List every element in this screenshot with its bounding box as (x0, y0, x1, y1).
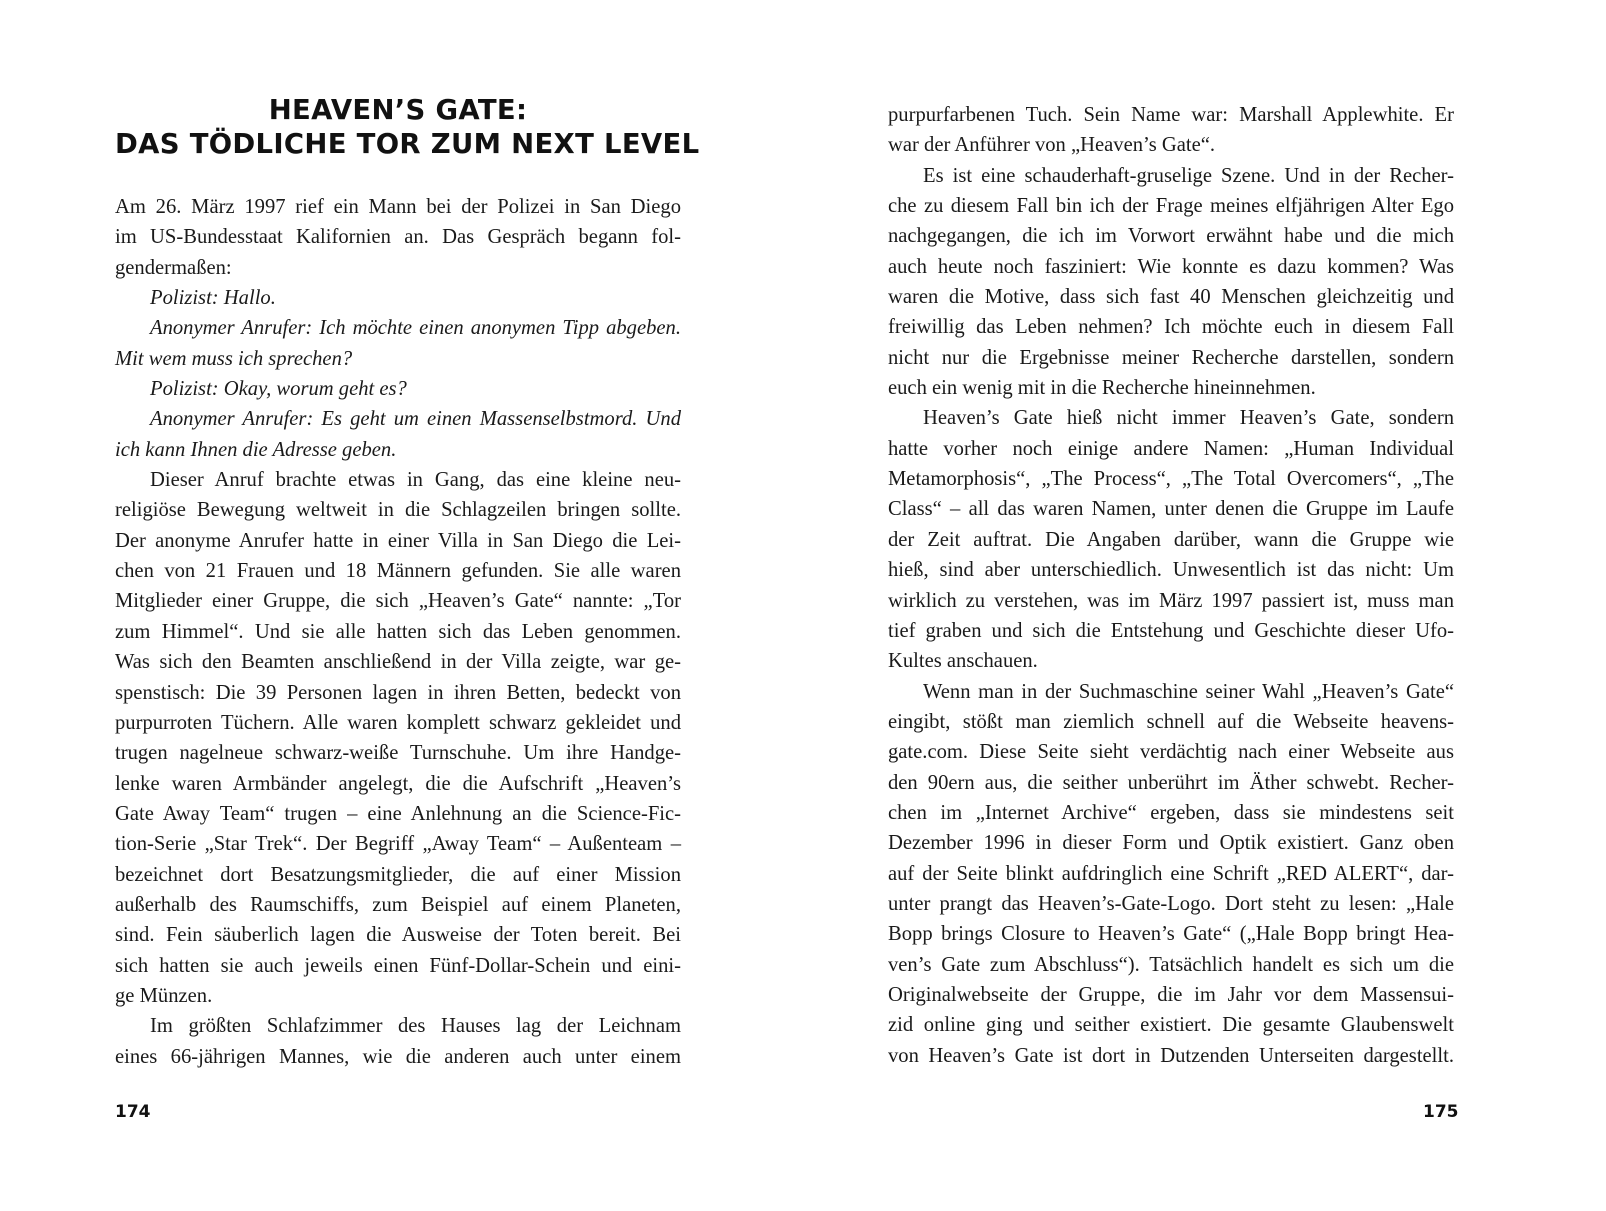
text-line: waren die Motive, dass sich fast 40 Menschen gleichzeitig und (888, 286, 1454, 309)
text-line: hatte vorher noch einige andere Namen: „Human Individual (888, 437, 1454, 460)
text-line: che zu diesem Fall bin ich der Frage meines elfjährigen Alter Ego (888, 195, 1454, 218)
text-line: sind. Fein säuberlich lagen die Ausweise der Toten bereit. Bei (115, 924, 681, 947)
text-line: wirklich zu verstehen, was im März 1997 passiert ist, muss man (888, 589, 1454, 612)
chapter-title-line: DAS TÖDLICHE TOR ZUM NEXT LEVEL (115, 128, 700, 160)
text-line: purpurfarbenen Tuch. Sein Name war: Marshall Applewhite. Er (888, 104, 1454, 126)
text-line: Mitglieder einer Gruppe, die sich „Heaven’s Gate“ nannte: „Tor (115, 590, 681, 613)
text-line: sich hatten sie auch jeweils einen Fünf-Dollar-Schein und eini- (115, 954, 681, 977)
text-line: Der anonyme Anrufer hatte in einer Villa in San Diego die Lei- (115, 529, 681, 552)
text-line: tion-Serie „Star Trek“. Der Begriff „Away Team“ – Außenteam – (115, 833, 681, 856)
text-line: Am 26. März 1997 rief ein Mann bei der Polizei in San Diego (115, 196, 681, 218)
text-line: Originalwebseite der Gruppe, die im Jahr vor dem Massensui- (888, 983, 1454, 1006)
text-line: Was sich den Beamten anschließend in der Villa zeigte, war ge- (115, 651, 681, 674)
text-line: ven’s Gate zum Abschluss“). Tatsächlich handelt es sich um die (888, 953, 1454, 976)
text-line: unter prangt das Heaven’s-Gate-Logo. Dort steht zu lesen: „Hale (888, 892, 1454, 915)
dialogue-line: Anonymer Anrufer: Es geht um einen Massenselbstmord. Und (150, 408, 681, 431)
text-line: gate.com. Diese Seite sieht verdächtig nach einer Webseite aus (888, 741, 1454, 764)
text-line: war der Anführer von „Heaven’s Gate“. (888, 134, 1216, 157)
left-page-body (115, 192, 681, 1072)
text-line: Im größten Schlafzimmer des Hauses lag der Leichnam (150, 1015, 681, 1038)
chapter-title-line: HEAVEN’S GATE: (268, 94, 528, 126)
text-line: Metamorphosis“, „The Process“, „The Total Overcomers“, „The (888, 468, 1454, 491)
text-line: hieß, sind aber unterschiedlich. Unwesentlich ist das nicht: Um (888, 559, 1454, 582)
right-page (803, 0, 1606, 1211)
text-line: außerhalb des Raumschiffs, zum Beispiel auf einem Planeten, (115, 893, 681, 916)
text-line: spenstisch: Die 39 Personen lagen in ihren Betten, bedeckt von (115, 681, 681, 704)
chapter-title (115, 93, 700, 161)
dialogue-line: Polizist: Okay, worum geht es? (150, 378, 407, 401)
text-line: euch ein wenig mit in die Recherche hineinnehmen. (888, 377, 1316, 400)
text-line: Kultes anschauen. (888, 650, 1038, 673)
right-page-body (888, 100, 1454, 1071)
text-line: nicht nur die Ergebnisse meiner Recherche darstellen, sondern (888, 346, 1454, 369)
text-line: auf der Seite blinkt aufdringlich eine Schrift „RED ALERT“, dar- (888, 862, 1454, 885)
text-line: purpurroten Tüchern. Alle waren komplett schwarz gekleidet und (115, 711, 681, 734)
text-line: freiwillig das Leben nehmen? Ich möchte euch in diesem Fall (888, 316, 1454, 339)
text-line: bezeichnet dort Besatzungsmitglieder, die auf einer Mission (115, 863, 681, 886)
text-line: den 90ern aus, die seither unberührt im Äther schwebt. Recher- (888, 771, 1454, 794)
text-line: eines 66-jährigen Mannes, wie die anderen auch unter einem (115, 1045, 681, 1068)
text-line: auch heute noch fasziniert: Wie konnte es dazu kommen? Was (888, 255, 1454, 278)
text-line: nachgegangen, die ich im Vorwort erwähnt habe und die mich (888, 225, 1454, 248)
dialogue-line: Polizist: Hallo. (150, 287, 276, 310)
text-line: trugen nagelneue schwarz-weiße Turnschuhe. Um ihre Handge- (115, 742, 681, 765)
dialogue-line: ich kann Ihnen die Adresse geben. (115, 438, 397, 461)
text-line: Wenn man in der Suchmaschine seiner Wahl „Heaven’s Gate“ (923, 680, 1454, 703)
text-line: Class“ – all das waren Namen, unter denen die Gruppe im Laufe (888, 498, 1454, 521)
text-line: zum Himmel“. Und sie alle hatten sich das Leben genommen. (115, 620, 681, 643)
text-line: eingibt, stößt man ziemlich schnell auf die Webseite heavens- (888, 710, 1454, 733)
text-line: der Zeit auftrat. Die Angaben darüber, wann die Gruppe wie (888, 528, 1454, 551)
text-line: Dieser Anruf brachte etwas in Gang, das eine kleine neu- (150, 469, 681, 492)
text-line: Bopp brings Closure to Heaven’s Gate“ („Hale Bopp bringt Hea- (888, 923, 1454, 946)
page-number: 174 (115, 1102, 151, 1122)
text-line: Heaven’s Gate hieß nicht immer Heaven’s Gate, sondern (923, 407, 1454, 430)
page-number: 175 (1423, 1102, 1459, 1122)
text-line: tief graben und sich die Entstehung und Geschichte dieser Ufo- (888, 619, 1454, 642)
dialogue-line: Anonymer Anrufer: Ich möchte einen anonymen Tipp abgeben. (150, 317, 681, 340)
text-line: chen von 21 Frauen und 18 Männern gefunden. Sie alle waren (115, 560, 681, 583)
text-line: Es ist eine schauderhaft-gruselige Szene. Und in der Recher- (923, 164, 1454, 187)
dialogue-line: Mit wem muss ich sprechen? (115, 347, 353, 370)
text-line: Gate Away Team“ trugen – eine Anlehnung an die Science-Fic- (115, 802, 681, 825)
text-line: Dezember 1996 in dieser Form und Optik existiert. Ganz oben (888, 832, 1454, 855)
text-line: religiöse Bewegung weltweit in die Schlagzeilen bringen sollte. (115, 499, 681, 522)
text-line: zid online ging und seither existiert. Die gesamte Glaubenswelt (888, 1014, 1454, 1037)
text-line: im US-Bundesstaat Kalifornien an. Das Gespräch begann fol- (115, 226, 681, 249)
text-line: ge Münzen. (115, 984, 213, 1007)
text-line: chen im „Internet Archive“ ergeben, dass sie mindestens seit (888, 801, 1454, 824)
text-line: gendermaßen: (115, 256, 232, 279)
text-line: lenke waren Armbänder angelegt, die die Aufschrift „Heaven’s (115, 772, 681, 795)
text-line: von Heaven’s Gate ist dort in Dutzenden Unterseiten dargestellt. (888, 1044, 1454, 1067)
